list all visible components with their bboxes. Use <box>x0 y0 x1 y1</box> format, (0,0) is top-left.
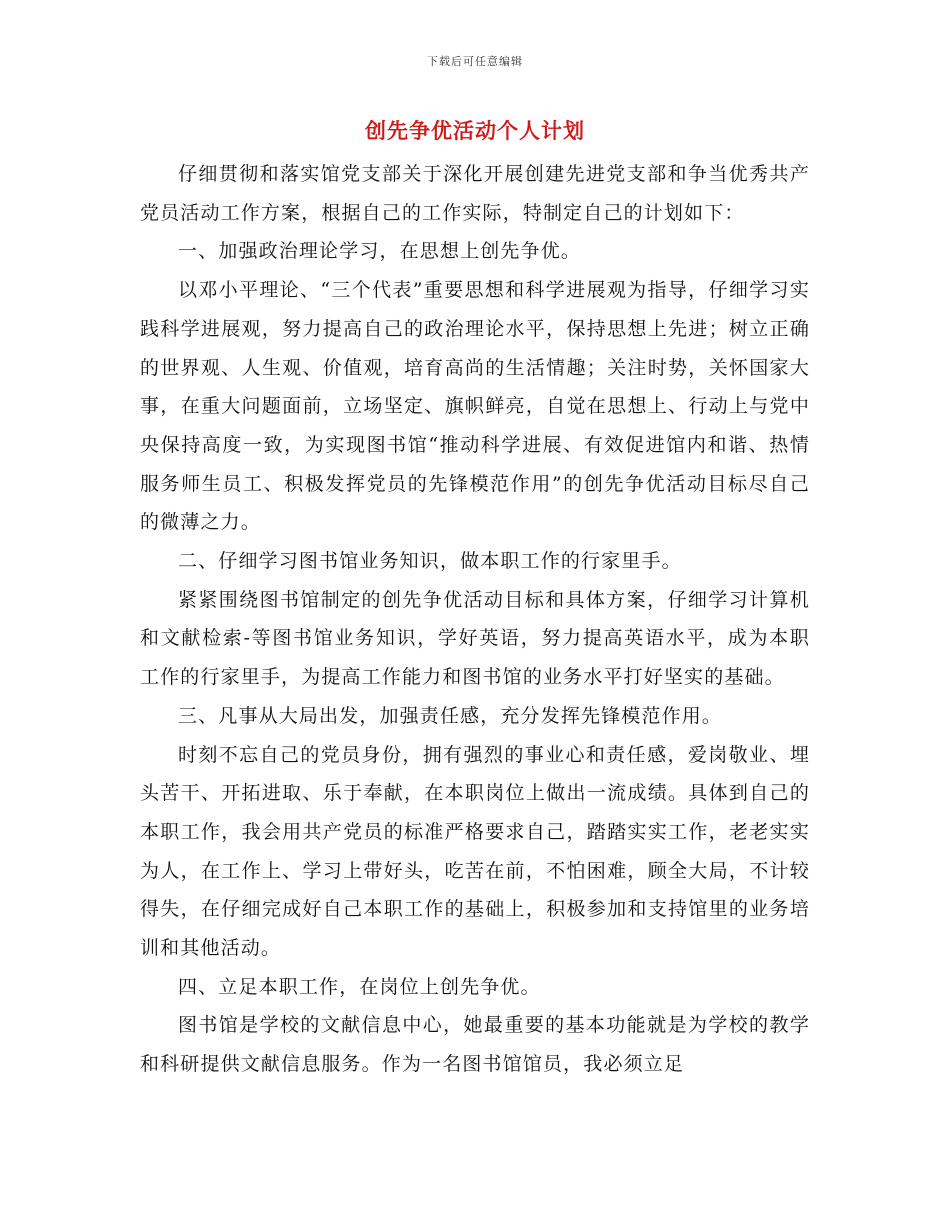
section-heading-4: 四、立足本职工作，在岗位上创先争优。 <box>178 975 541 998</box>
paragraph-section-4: 图书馆是学校的文献信息中心，她最重要的基本功能就是为学校的教学和科研提供文献信息服务。作为一名图书馆馆员，我必须立足 <box>140 1014 810 1076</box>
paragraph-section-3: 时刻不忘自己的党员身份，拥有强烈的事业心和责任感，爱岗敬业、埋头苦干、开拓进取、乐于奉献，在本职岗位上做出一流成绩。具体到自己的本职工作，我会用共产党员的标准严格要求自己，踏踏实实工作，老老实实为人，在工作上、学习上带好头，吃苦在前，不怕困难，顾全大局，不计较得失，在仔细完成好自己本职工作的基础上，积极参加和支持馆里的业务培训和其他活动。 <box>140 743 810 960</box>
document-title: 创先争优活动个人计划 <box>365 118 585 143</box>
section-heading-3: 三、凡事从大局出发，加强责任感，充分发挥先锋模范作用。 <box>178 704 723 727</box>
document-body <box>140 155 810 1084</box>
section-heading-2: 二、仔细学习图书馆业务知识，做本职工作的行家里手。 <box>178 550 682 573</box>
page-header-note: 下载后可任意编辑 <box>427 55 523 68</box>
paragraph-intro: 仔细贯彻和落实馆党支部关于深化开展创建先进党支部和争当优秀共产党员活动工作方案，根据自己的工作实际，特制定自己的计划如下： <box>140 163 810 224</box>
paragraph-section-2: 紧紧围绕图书馆制定的创先争优活动目标和具体方案，仔细学习计算机和文献检索-等图书馆业务知识，学好英语，努力提高英语水平，成为本职工作的行家里手，为提高工作能力和图书馆的业务水平打好坚实的基础。 <box>140 588 810 689</box>
paragraph-section-1: 以邓小平理论、“三个代表”重要思想和科学进展观为指导，仔细学习实践科学进展观，努力提高自己的政治理论水平，保持思想上先进；树立正确的世界观、人生观、价值观，培育高尚的生活情趣；关注时势，关怀国家大事，在重大问题面前，立场坚定、旗帜鲜亮，自觉在思想上、行动上与党中央保持高度一致，为实现图书馆“推动科学进展、有效促进馆内和谐、热情服务师生员工、积极发挥党员的先锋模范作用”的创先争优活动目标尽自己的微薄之力。 <box>140 279 810 534</box>
section-heading-1: 一、加强政治理论学习，在思想上创先争优。 <box>178 240 582 263</box>
